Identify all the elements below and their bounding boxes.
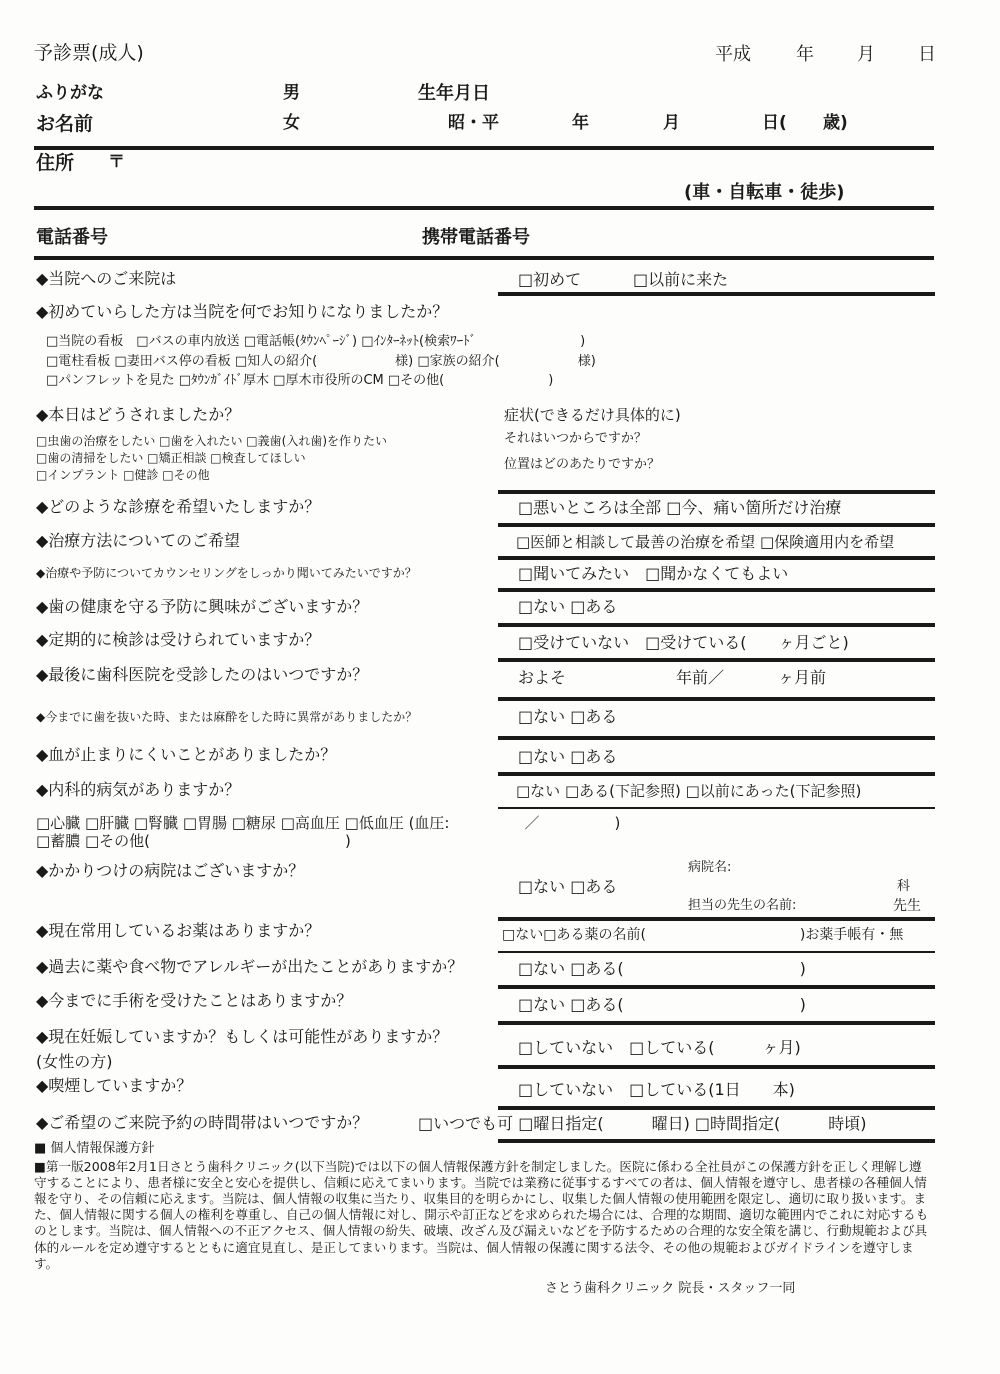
- q-allergy-options[interactable]: □ない □ある( ): [518, 959, 806, 978]
- answer-underline: [498, 292, 935, 296]
- divider: [34, 146, 934, 150]
- q-surgery-options[interactable]: □ない □ある( ): [518, 995, 806, 1014]
- answer-underline: [498, 1021, 935, 1025]
- answer-underline: [498, 951, 935, 953]
- q-medicine-options[interactable]: □ない□ある薬の名前( )お薬手帳有・無: [502, 927, 904, 943]
- q-today-line2[interactable]: □歯の清掃をしたい □矯正相談 □検査してほしい: [36, 451, 306, 465]
- q-hospital-options[interactable]: □ない □ある: [518, 877, 618, 896]
- postal-mark: 〒: [108, 152, 125, 172]
- age-label: 歳): [823, 113, 848, 133]
- answer-underline: [498, 623, 935, 627]
- symptom-label: 症状(できるだけ具体的に): [504, 406, 681, 424]
- date-month: 月: [857, 44, 875, 65]
- date-era: 平成: [715, 44, 751, 65]
- q-last-about: およそ: [518, 668, 567, 687]
- q-time-label: ◆ご希望のご来院予約の時間帯はいつですか？: [36, 1113, 369, 1132]
- birth-day: 日(: [762, 113, 787, 133]
- q-surgery-label: ◆今までに手術を受けたことはありますか？: [36, 991, 353, 1010]
- answer-underline: [498, 1065, 935, 1069]
- q-treatment-label: ◆どのような診療を希望いたしますか？: [36, 497, 321, 516]
- policy-body: ■第一版2008年2月1日さとう歯科クリニック(以下当院)では以下の個人情報保護方針を制定しました。医院に係わる全社員がこの保護方針を正しく理解し遵守することにより、患者様に安全と安心を提供し、信頼に応えてまいります。当院では業務に従事するすべての者は、個人情報を遵守し、患者様の各種個人情報を守り、その信頼に応えます。当院は、個人情報の収集に当たり、収集目的を明らかにし、収集した個人情報の使用範囲を限定し、適切に取り扱います。また、個人情報に関する個人の権利を尊重し、自己の個人情報に対し、開示や訂正などを求められた場合には、合理的な期間、適切な範囲内でこれに対応するものとします。当院は、個人情報への不正アクセス、個人情報の紛失、破壊、改ざん及び漏えいなどを予防するための合理的な安全策を講じ、行動規範および具体的ルールを定め遵守するとともに適宜見直し、是正してまいります。当院は、個人情報の保護に関する法令、その他の規範およびガイドラインを遵守します。: [34, 1159, 929, 1271]
- birthdate-label: 生年月日: [418, 83, 490, 104]
- q-anesthesia-label: ◆今までに歯を抜いた時、または麻酔をした時に異常がありましたか？: [36, 710, 418, 724]
- q-checkup-label: ◆定期的に検診は受けられていますか？: [36, 630, 321, 649]
- q-counsel-label: ◆治療や予防についてカウンセリングをしっかり聞いてみたいですか？: [36, 566, 417, 580]
- phone-label: 電話番号: [36, 227, 108, 248]
- date-day: 日: [918, 44, 936, 65]
- divider: [34, 206, 934, 210]
- answer-underline: [498, 658, 935, 662]
- q-today-line1[interactable]: □虫歯の治療をしたい □歯を入れたい □義歯(入れ歯)を作りたい: [36, 434, 388, 448]
- q-checkup-options[interactable]: □受けていない □受けている( ヶ月ごと): [518, 633, 849, 652]
- policy-signature: さとう歯科クリニック 院長・スタッフ一同: [545, 1281, 796, 1296]
- q-visit-label: ◆当院へのご来院は: [36, 269, 177, 288]
- q-medicine-label: ◆現在常用しているお薬はありますか？: [36, 921, 321, 940]
- policy-heading: ■ 個人情報保護方針: [34, 1141, 155, 1156]
- q-last-years[interactable]: 年前／: [676, 668, 725, 687]
- furigana-label: ふりがな: [36, 83, 104, 103]
- sex-female[interactable]: 女: [283, 113, 300, 133]
- answer-underline: [498, 490, 935, 494]
- answer-underline: [498, 588, 935, 592]
- q-today-label: ◆本日はどうされましたか？: [36, 405, 241, 424]
- date-year: 年: [796, 44, 814, 65]
- birth-era: 昭・平: [448, 113, 499, 133]
- q-pregnancy-options[interactable]: □していない □している( ヶ月): [518, 1038, 801, 1057]
- q-internal-label: ◆内科的病気がありますか？: [36, 780, 241, 799]
- name-label: お名前: [36, 113, 94, 135]
- since-label: それはいつからですか？: [504, 431, 647, 446]
- q-source-line2[interactable]: □電柱看板 □妻田バス停の看板 □知人の紹介( 様) □家族の紹介( 様): [46, 354, 596, 369]
- q-hospital-label: ◆かかりつけの病院はございますか？: [36, 861, 305, 880]
- q-today-line3[interactable]: □インプラント □健診 □その他: [36, 468, 210, 482]
- transport-options[interactable]: (車・自転車・徒歩): [684, 182, 845, 203]
- sensei-label: 先生: [893, 898, 921, 914]
- doctor-name-label: 担当の先生の名前:: [688, 898, 797, 913]
- answer-underline: [498, 556, 935, 560]
- q-counsel-options[interactable]: □聞いてみたい □聞かなくてもよい: [518, 564, 789, 583]
- answer-underline: [498, 807, 935, 809]
- dept-label: 科: [897, 879, 911, 894]
- birth-month: 月: [663, 113, 680, 133]
- q-source-line1[interactable]: □当院の看板 □バスの車内放送 □電話帳(ﾀｳﾝﾍﾟｰｼﾞ) □ｲﾝﾀｰﾈｯﾄ(検索ﾜｰﾄﾞ ): [46, 334, 586, 349]
- divider: [34, 256, 934, 260]
- q-pregnancy-note: (女性の方): [36, 1052, 113, 1071]
- q-prevent-options[interactable]: □ない □ある: [518, 597, 618, 616]
- answer-underline: [498, 1139, 935, 1143]
- answer-underline: [498, 523, 935, 527]
- answer-underline: [498, 772, 935, 776]
- sex-male[interactable]: 男: [283, 83, 300, 103]
- q-allergy-label: ◆過去に薬や食べ物でアレルギーが出たことがありますか？: [36, 957, 464, 976]
- q-smoking-label: ◆喫煙していますか？: [36, 1076, 193, 1095]
- mobile-label: 携帯電話番号: [422, 227, 530, 248]
- q-anesthesia-options[interactable]: □ない □ある: [518, 707, 618, 726]
- q-visit-before[interactable]: □以前に来た: [633, 270, 729, 289]
- answer-underline: [498, 697, 935, 701]
- q-internal-line1[interactable]: □心臓 □肝臓 □腎臓 □胃腸 □糖尿 □高血圧 □低血圧 (血圧: ／ ): [36, 814, 621, 832]
- q-source-label: ◆初めていらした方は当院を何でお知りになりましたか？: [36, 302, 449, 321]
- q-visit-first[interactable]: □初めて: [518, 270, 582, 289]
- answer-underline: [498, 985, 935, 989]
- q-method-label: ◆治療方法についてのご希望: [36, 531, 240, 550]
- q-blood-options[interactable]: □ない □ある: [518, 747, 618, 766]
- q-smoking-options[interactable]: □していない □している(1日 本): [518, 1080, 795, 1099]
- form-title: 予診票(成人): [34, 42, 144, 64]
- answer-underline: [498, 736, 935, 740]
- answer-underline: [498, 1106, 935, 1110]
- q-treatment-options[interactable]: □悪いところは全部 □今、痛い箇所だけ治療: [518, 498, 842, 517]
- hospital-name-label: 病院名:: [688, 860, 732, 875]
- q-internal-options[interactable]: □ない □ある(下記参照) □以前にあった(下記参照): [516, 782, 862, 800]
- q-source-line3[interactable]: □パンフレットを見た □ﾀｳﾝｶﾞｲﾄﾞ厚木 □厚木市役所のCM □その他( ): [46, 373, 554, 388]
- q-time-options[interactable]: □いつでも可 □曜日指定( 曜日) □時間指定( 時頃): [418, 1114, 867, 1133]
- address-label: 住所: [36, 152, 75, 174]
- q-pregnancy-label: ◆現在妊娠していますか？もしくは可能性がありますか？: [36, 1027, 449, 1046]
- answer-underline: [498, 917, 935, 921]
- q-prevent-label: ◆歯の健康を守る予防に興味がございますか？: [36, 597, 369, 616]
- q-last-label: ◆最後に歯科医院を受診したのはいつですか？: [36, 665, 369, 684]
- q-last-months[interactable]: ヶ月前: [778, 668, 827, 687]
- q-method-options[interactable]: □医師と相談して最善の治療を希望 □保険適用内を希望: [516, 533, 895, 551]
- q-internal-line2[interactable]: □蓄膿 □その他( ): [36, 832, 351, 850]
- birth-year: 年: [572, 113, 589, 133]
- where-label: 位置はどのあたりですか？: [504, 457, 661, 472]
- q-blood-label: ◆血が止まりにくいことがありましたか？: [36, 745, 337, 764]
